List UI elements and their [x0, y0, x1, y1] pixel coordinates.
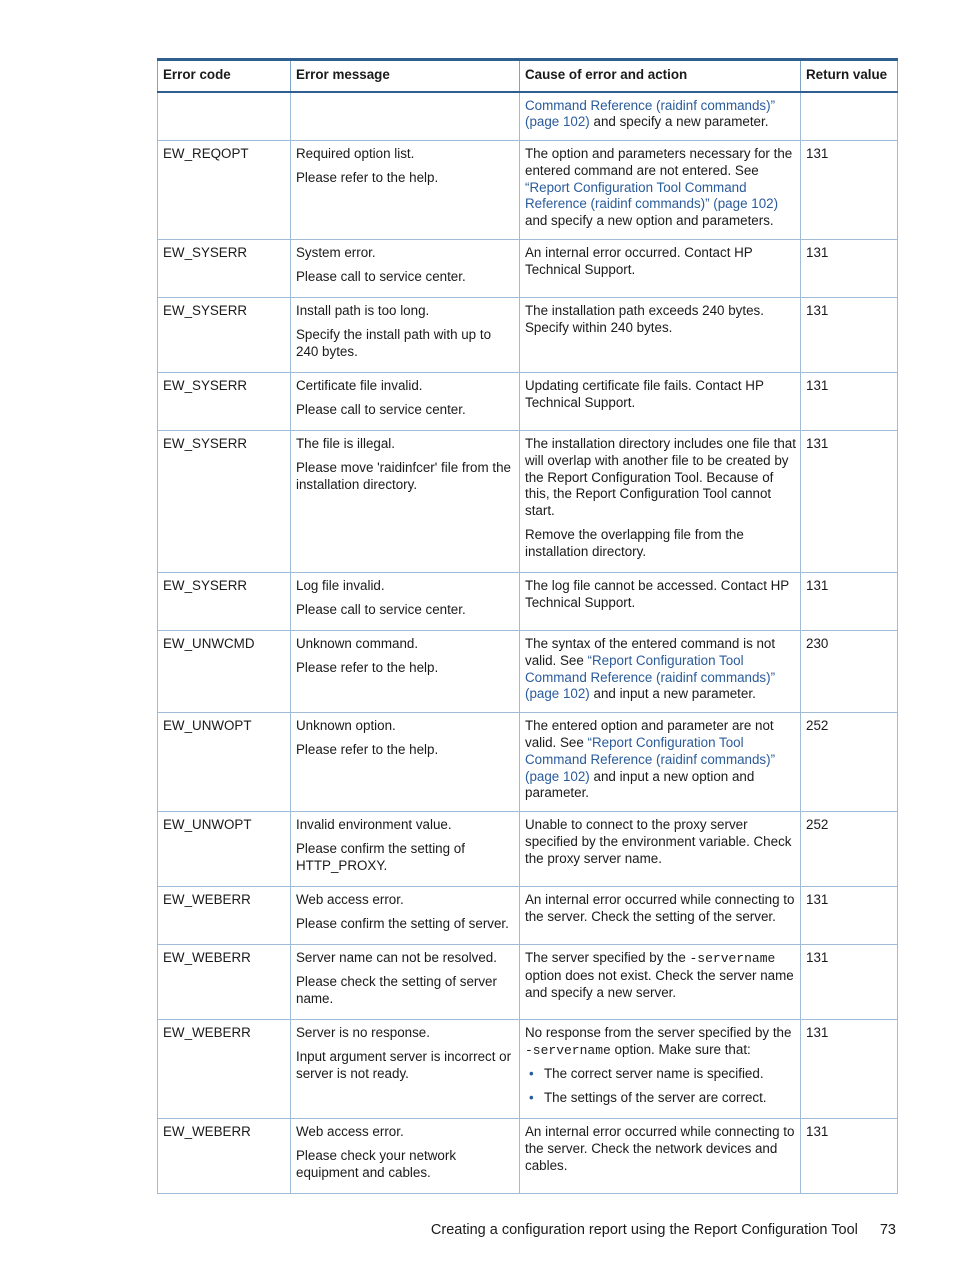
return-value-cell: 131	[801, 1119, 898, 1194]
error-message-hint: Please refer to the help.	[296, 169, 439, 185]
error-message-cell	[291, 713, 520, 812]
return-value-cell: 252	[801, 713, 898, 812]
error-message-cell	[291, 298, 520, 373]
table-row	[158, 631, 898, 713]
error-code-cell: EW_SYSERR	[158, 573, 291, 631]
cause-cell	[520, 887, 801, 945]
cause-cell	[520, 141, 801, 240]
error-message-cell	[291, 1020, 520, 1119]
action-text: Remove the overlapping file from the installation directory.	[525, 527, 744, 559]
table-row	[158, 1020, 898, 1119]
cause-text: option. Make sure that:	[610, 1042, 751, 1058]
cause-cell	[520, 631, 801, 713]
error-code-cell: EW_REQOPT	[158, 141, 291, 240]
error-message-hint: Specify the install path with up to 240 bytes.	[296, 326, 492, 359]
table-row	[158, 887, 898, 945]
header-return-value: Return value	[801, 60, 898, 92]
error-code-cell: EW_WEBERR	[158, 1119, 291, 1194]
return-value-cell: 131	[801, 431, 898, 573]
error-message-cell	[291, 812, 520, 887]
error-code-cell: EW_WEBERR	[158, 887, 291, 945]
error-code-cell: EW_SYSERR	[158, 240, 291, 298]
error-message-hint: Please refer to the help.	[296, 659, 439, 675]
error-message-hint: Please confirm the setting of server.	[296, 916, 509, 932]
cross-reference-link[interactable]: “Report Configuration Tool Command Reference (raidinf commands)” (page 102)	[525, 652, 776, 702]
option-code: -servername	[525, 1043, 611, 1059]
cause-text: No response from the server specified by the	[525, 1025, 792, 1041]
cause-text: and input a new parameter.	[589, 686, 756, 702]
error-message-hint: Input argument server is incorrect or server is not ready.	[296, 1049, 512, 1081]
error-code-cell: EW_UNWCMD	[158, 631, 291, 713]
error-message-line: Web access error.	[296, 1124, 404, 1140]
error-message-cell	[291, 887, 520, 945]
error-message-line: Server is no response.	[296, 1025, 430, 1041]
table-row	[158, 1119, 898, 1194]
error-message-line: System error.	[296, 245, 376, 261]
cause-cell	[520, 1020, 801, 1119]
cause-text: Updating certificate file fails. Contact HP Technical Support.	[525, 378, 764, 410]
error-code-cell: EW_SYSERR	[158, 298, 291, 373]
error-message-line: Unknown command.	[296, 636, 419, 652]
cause-text: An internal error occurred. Contact HP Technical Support.	[525, 245, 753, 277]
return-value-cell	[801, 92, 898, 141]
return-value-cell: 131	[801, 373, 898, 431]
header-error-message: Error message	[291, 60, 520, 92]
page-number: 73	[879, 1222, 896, 1238]
cause-text: and input a new option and parameter.	[525, 768, 755, 801]
return-value-cell: 131	[801, 573, 898, 631]
cross-reference-link[interactable]: “Report Configuration Tool Command Reference (raidinf commands)” (page 102)	[525, 735, 776, 784]
error-message-hint: Please confirm the setting of HTTP_PROXY.	[296, 841, 465, 873]
cause-cell	[520, 812, 801, 887]
cause-cell	[520, 298, 801, 373]
error-message-hint: Please refer to the help.	[296, 742, 439, 758]
cause-cell	[520, 92, 801, 141]
error-message-hint: Please call to service center.	[296, 268, 466, 284]
table-row	[158, 92, 898, 141]
header-cause-action: Cause of error and action	[520, 60, 801, 92]
cause-cell	[520, 240, 801, 298]
error-message-line: Log file invalid.	[296, 578, 385, 594]
table-row	[158, 713, 898, 812]
cause-cell	[520, 373, 801, 431]
cause-text: The log file cannot be accessed. Contact HP Technical Support.	[525, 578, 790, 610]
error-message-cell	[291, 373, 520, 431]
error-code-cell: EW_SYSERR	[158, 431, 291, 573]
error-message-line: Required option list.	[296, 146, 415, 162]
error-code-cell: EW_SYSERR	[158, 373, 291, 431]
table-row	[158, 141, 898, 240]
cause-cell	[520, 945, 801, 1020]
error-message-line: Server name can not be resolved.	[296, 950, 497, 966]
cause-text: The server specified by the	[525, 950, 690, 966]
bullet-item: • The correct server name is specified.	[544, 1066, 796, 1083]
error-code-table	[157, 58, 898, 1194]
header-error-code: Error code	[158, 60, 291, 92]
cause-text: and specify a new option and parameters.	[525, 213, 774, 229]
table-row	[158, 240, 898, 298]
error-code-cell: EW_WEBERR	[158, 945, 291, 1020]
cause-text: Unable to connect to the proxy server specified by the environment variable. Check the proxy server name.	[525, 817, 792, 866]
cause-text: An internal error occurred while connecting to the server. Check the network devices and cables.	[525, 1124, 795, 1173]
return-value-cell: 131	[801, 887, 898, 945]
option-code: -servername	[689, 951, 776, 967]
table-row	[158, 431, 898, 573]
cause-cell	[520, 713, 801, 812]
error-message-hint: Please check the setting of server name.	[296, 974, 497, 1006]
error-message-line: Certificate file invalid.	[296, 378, 423, 394]
cause-cell	[520, 431, 801, 573]
bullet-list	[525, 1066, 796, 1107]
return-value-cell: 131	[801, 298, 898, 373]
cause-text: The installation directory includes one file that will overlap with another file to be created by the Report Configuration Tool. Because of this, the Report Configuration Tool cannot start.	[525, 436, 796, 519]
cause-text: An internal error occurred while connecting to the server. Check the setting of the server.	[525, 892, 795, 925]
error-message-line: Invalid environment value.	[296, 817, 452, 833]
cause-text: and specify a new parameter.	[589, 114, 769, 130]
error-message-cell	[291, 945, 520, 1020]
error-message-cell	[291, 431, 520, 573]
error-message-cell	[291, 141, 520, 240]
return-value-cell: 252	[801, 812, 898, 887]
cross-reference-link[interactable]: “Report Configuration Tool Command Reference (raidinf commands)” (page 102)	[525, 179, 779, 212]
table-row	[158, 812, 898, 887]
error-code-cell	[158, 92, 291, 141]
return-value-cell: 131	[801, 1020, 898, 1119]
error-message-cell	[291, 240, 520, 298]
return-value-cell: 131	[801, 945, 898, 1020]
error-message-hint: Please check your network equipment and cables.	[296, 1148, 457, 1180]
return-value-cell: 230	[801, 631, 898, 713]
table-header-row	[158, 60, 898, 92]
cause-cell	[520, 573, 801, 631]
cross-reference-link[interactable]: Command Reference (raidinf commands)” (page 102)	[525, 97, 776, 130]
cause-text: The syntax of the entered command is not valid. See	[525, 636, 776, 668]
error-message-cell	[291, 92, 520, 141]
error-message-hint: Please move 'raidinfcer' file from the installation directory.	[296, 459, 511, 492]
return-value-cell: 131	[801, 141, 898, 240]
cause-text: The option and parameters necessary for the entered command are not entered. See	[525, 146, 793, 178]
error-message-hint: Please call to service center.	[296, 601, 466, 617]
error-message-hint: Please call to service center.	[296, 401, 466, 417]
cause-cell	[520, 1119, 801, 1194]
table-row	[158, 573, 898, 631]
footer-section-title: Creating a configuration report using the Report Configuration Tool	[430, 1222, 858, 1238]
table-row	[158, 945, 898, 1020]
bullet-item: • The settings of the server are correct.	[544, 1090, 796, 1107]
cause-text: The entered option and parameter are not valid. See	[525, 718, 774, 751]
error-code-cell: EW_WEBERR	[158, 1020, 291, 1119]
error-message-line: Install path is too long.	[296, 303, 430, 319]
page-footer	[431, 1222, 896, 1238]
cause-text: option does not exist. Check the server name and specify a new server.	[525, 968, 794, 1000]
error-message-line: Unknown option.	[296, 718, 396, 734]
error-message-line: The file is illegal.	[296, 436, 395, 452]
table-row	[158, 373, 898, 431]
error-message-cell	[291, 573, 520, 631]
error-message-cell	[291, 1119, 520, 1194]
cause-text: The installation path exceeds 240 bytes. Specify within 240 bytes.	[525, 303, 764, 335]
error-code-cell: EW_UNWOPT	[158, 713, 291, 812]
error-message-cell	[291, 631, 520, 713]
table-row	[158, 298, 898, 373]
error-code-cell: EW_UNWOPT	[158, 812, 291, 887]
error-message-line: Web access error.	[296, 892, 404, 908]
return-value-cell: 131	[801, 240, 898, 298]
